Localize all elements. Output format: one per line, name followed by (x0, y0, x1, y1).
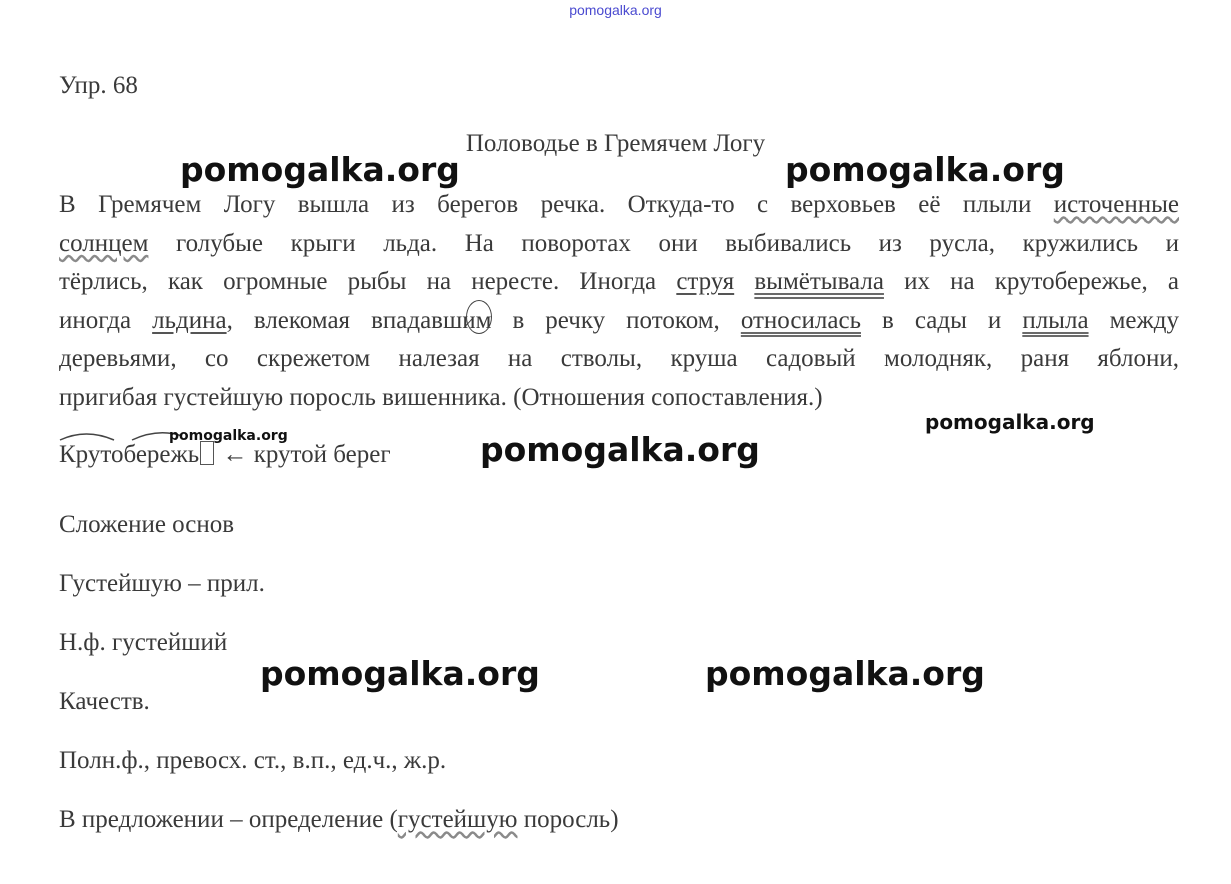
watermark: pomogalka.org (480, 430, 760, 469)
note-part-of-speech: Густейшую – прил. (59, 570, 265, 597)
modifier-underlined: густейшую (397, 806, 518, 833)
ending-circle-mark (466, 300, 492, 334)
paragraph-line-6: пригибая густейшую поросль вишенника. (Отношения сопоставления.) (59, 383, 823, 411)
watermark: pomogalka.org (705, 654, 985, 693)
predicate-underlined: вымётывала (754, 268, 884, 295)
site-header-link[interactable]: pomogalka.org (569, 2, 662, 18)
subject-underlined: льдина (152, 306, 227, 334)
paragraph-line-1: В Гремячем Логу вышла из берегов речка. Откуда-то с верховьев её плыли источенные (59, 191, 1179, 218)
paragraph-line-4: иногда льдина, влекомая впадавшим в речку потоком, относилась в сады и плыла между (59, 306, 1179, 334)
note-initial-form: Н.ф. густейший (59, 629, 228, 656)
exercise-heading: Упр. 68 (59, 72, 138, 99)
main-paragraph (59, 186, 1179, 417)
note-category: Качеств. (59, 688, 150, 715)
text-title: Половодье в Гремячем Логу (465, 130, 766, 157)
paragraph-line-3: тёрлись, как огромные рыбы на нересте. Иногда струя вымётывала их на крутобережье, а (59, 268, 1180, 295)
paragraph-line-5: деревьями, со скрежетом налезая на стволы, круша садовый молодняк, раня яблони, (59, 345, 1179, 372)
ending-box-mark (200, 441, 214, 465)
predicate-underlined: относилась (740, 306, 861, 334)
note-formation: Сложение основ (59, 511, 235, 538)
modifier-underlined: солнцем (59, 229, 149, 257)
watermark: pomogalka.org (785, 150, 1065, 189)
modifier-underlined: источенные (1053, 191, 1179, 218)
note-morphology: Полн.ф., превосх. ст., в.п., ед.ч., ж.р. (59, 747, 447, 774)
word-derivation: Крутобережь ← крутой берег (59, 441, 391, 468)
watermark: pomogalka.org (260, 654, 540, 693)
watermark: pomogalka.org (169, 428, 288, 444)
watermark: pomogalka.org (925, 410, 1095, 434)
watermark: pomogalka.org (180, 150, 460, 189)
note-syntax-role: В предложении – определение (густейшую поросль) (59, 806, 619, 833)
subject-underlined: струя (676, 268, 735, 295)
predicate-underlined: плыла (1022, 306, 1089, 334)
paragraph-line-2: солнцем голубые крыги льда. На поворотах они выбивались из русла, кружились и (59, 229, 1179, 257)
